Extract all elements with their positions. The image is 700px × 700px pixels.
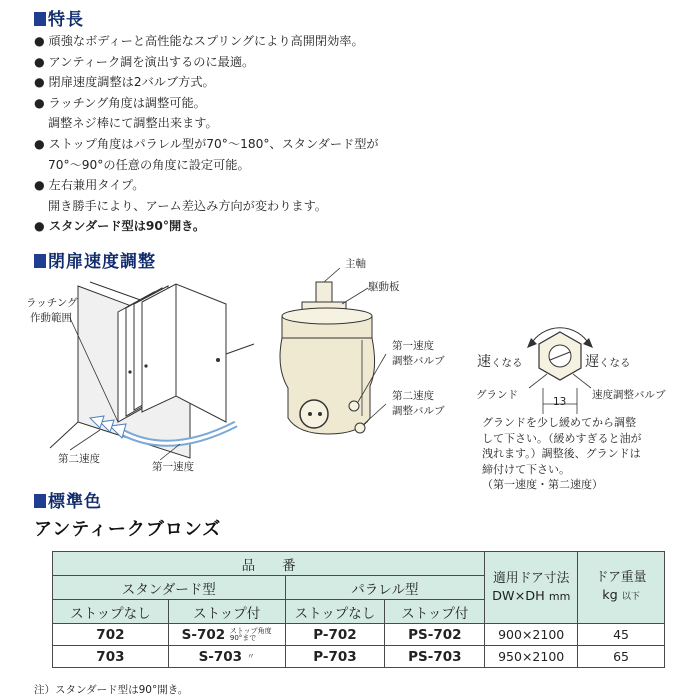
part-number-header: 品 番 (53, 552, 485, 576)
cell: P-702 (285, 624, 385, 646)
feature-item: ● 頑強なボディーと高性能なスプリングにより高開閉効率。 (34, 34, 364, 48)
table-row (53, 646, 665, 668)
col-parallel-stop: ストップ付 (385, 600, 485, 624)
col-standard-no-stop: ストップなし (53, 600, 169, 624)
feature-item: ● 左右兼用タイプ。 (34, 178, 145, 193)
color-heading: 標準色 (34, 487, 102, 512)
col-parallel-no-stop: ストップなし (285, 600, 385, 624)
cell: PS-702 (385, 624, 485, 646)
valve2-label-b: 調整バルブ (392, 405, 445, 417)
door-closer-diagram (268, 268, 398, 458)
valve1-label-b: 調整バルブ (392, 355, 445, 367)
door-size-header: 適用ドア寸法 DW×DH mm (485, 552, 578, 624)
cell: 65 (578, 646, 665, 668)
feature-item-cont: 調整ネジ棒にて調整出来ます。 (48, 116, 218, 131)
feature-item: ● アンティーク調を演出するのに最適。 (34, 54, 255, 69)
feature-list (34, 31, 554, 237)
second-speed-label: 第二速度 (58, 453, 100, 465)
feature-item: ● ストップ角度はパラレル型が70°～180°、スタンダード型が (34, 136, 379, 151)
features-heading: 特長 (34, 5, 84, 30)
cell: PS-703 (385, 646, 485, 668)
standard-header: スタンダード型 (53, 576, 286, 600)
drive-plate-label: 駆動板 (368, 281, 400, 293)
slower-label: 遅くなる (585, 354, 631, 370)
cell: 950×2100 (485, 646, 578, 668)
speed-valve-label: 速度調整バルブ (592, 389, 666, 401)
parallel-header: パラレル型 (285, 576, 485, 600)
cell: 900×2100 (485, 624, 578, 646)
spec-table (52, 551, 665, 668)
stop-note: ストップ角度 90°まで (229, 626, 272, 642)
feature-item-cont: 70°～90°の任意の角度に設定可能。 (48, 157, 250, 172)
col-standard-stop: ストップ付 (168, 600, 285, 624)
gland-label: グランド (476, 389, 518, 401)
latching-label: ラッチング (26, 297, 78, 309)
heading-square-icon (34, 12, 46, 26)
heading-square-icon (34, 494, 46, 508)
feature-item-cont: 開き勝手により、アーム差込み方向が変わります。 (48, 198, 327, 213)
cell: 45 (578, 624, 665, 646)
cell: P-703 (285, 646, 385, 668)
valve1-label-a: 第一速度 (392, 340, 434, 352)
door-weight-header: ドア重量 kg 以下 (578, 552, 665, 624)
first-speed-label: 第一速度 (152, 461, 194, 473)
footnote: 注）スタンダード型は90°開き。 (34, 684, 189, 696)
cell: 702 (53, 624, 169, 646)
speed-heading: 閉扉速度調整 (34, 247, 156, 272)
cell: S-703 〃 (168, 646, 285, 668)
table-row (53, 624, 665, 646)
main-shaft-label: 主軸 (345, 258, 366, 270)
valve-notes: グランドを少し緩めてから調整 して下さい。（緩めすぎると油が 洩れます。）調整後、グランドは 締付けて下さい。 （第一速度・第二速度） (482, 416, 642, 491)
stop-note-ditto: 〃 (246, 652, 255, 661)
dimension-label: 13 (553, 396, 567, 408)
feature-item: ● 閉扉速度調整は2バルブ方式。 (34, 75, 215, 90)
faster-label: 速くなる (477, 354, 523, 370)
feature-item: ● ラッチング角度は調整可能。 (34, 95, 206, 110)
latching-range-label: 作動範囲 (30, 312, 72, 324)
color-name: アンティークブロンズ (34, 519, 222, 540)
feature-item-bold: ● スタンダード型は90°開き。 (34, 219, 206, 234)
heading-square-icon (34, 254, 46, 268)
cell: S-702 ストップ角度 90°まで (168, 624, 285, 646)
cell: 703 (53, 646, 169, 668)
valve2-label-a: 第二速度 (392, 390, 434, 402)
